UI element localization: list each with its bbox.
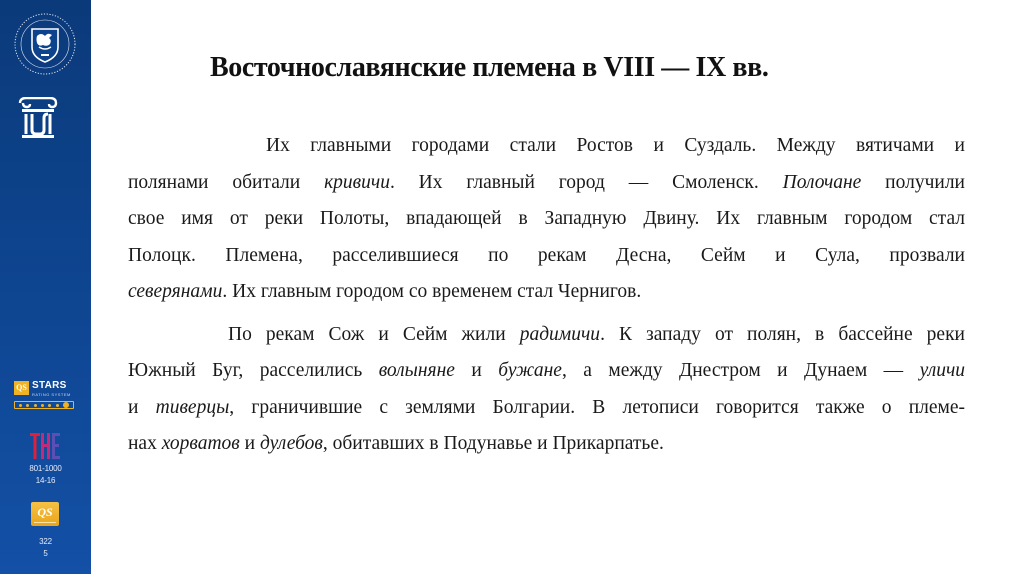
text-line — [128, 390, 965, 427]
qs-ranking-logo-icon — [31, 502, 59, 526]
text-run: . К западу от полян, в бассейне реки — [600, 323, 965, 345]
text-line — [128, 317, 965, 354]
text-run: , обитавших в Подунавье и Прикарпатье. — [322, 433, 664, 454]
the-rank-years: 14-16 — [35, 476, 56, 485]
star-rating-icon — [14, 401, 74, 409]
text-line — [128, 165, 965, 202]
text-run: нах — [128, 433, 162, 454]
tribe-name: бужане — [498, 360, 562, 381]
the-ranking-logo-icon — [30, 433, 60, 459]
text-run: Полоцк. Племена, расселившиеся по рекам Десна, Сейм и Сула, прозвали — [128, 244, 965, 266]
qs-logo-small: QS — [14, 381, 29, 395]
paragraph — [128, 128, 965, 311]
tribe-name: кривичи — [324, 171, 390, 193]
text-run: , граничившие с землями Болгарии. В летописи говорится также о племе- — [229, 396, 966, 418]
paragraph — [128, 317, 965, 463]
tribe-name: Полочане — [782, 171, 862, 193]
text-line — [128, 274, 965, 311]
text-line — [128, 201, 965, 238]
tribe-name: северянами — [128, 281, 223, 302]
slide-title: Восточнославянские племена в VIII — IX вв. — [210, 52, 769, 83]
text-run: и — [239, 433, 260, 454]
text-run: полянами обитали — [128, 171, 325, 193]
text-run: . Их главный город — Смоленск. — [389, 171, 783, 193]
tribe-name: хорватов — [161, 433, 240, 454]
text-run: По рекам Сож и Сейм жили — [228, 323, 520, 345]
text-run: и — [454, 360, 499, 381]
tribe-name: дулебов — [259, 433, 323, 454]
text-line — [128, 426, 965, 463]
stars-label: STARS — [32, 380, 67, 391]
text-line — [128, 353, 965, 390]
text-run: Их главными городами стали Ростов и Суздаль. Между вятичами и — [266, 135, 965, 156]
text-run: свое имя от реки Полоты, впадающей в Западную Двину. Их главным городом стал — [128, 208, 965, 229]
sidebar — [0, 0, 91, 574]
qs-logo-text: QS — [37, 505, 53, 519]
text-run: Южный Буг, расселились — [128, 360, 379, 381]
tribe-name: тиверцы — [155, 396, 230, 418]
slide-body — [128, 128, 965, 463]
text-run: и — [128, 396, 156, 418]
university-emblem-icon — [13, 12, 77, 76]
rating-system-label: RATING SYSTEM — [32, 392, 71, 397]
qs-rank-extra: 5 — [43, 549, 48, 558]
text-line — [128, 128, 965, 165]
text-line — [128, 238, 965, 275]
text-run: , а между Днестром и Дунаем — — [561, 360, 920, 381]
qs-stars-badge — [14, 380, 76, 414]
tribe-name: уличи — [919, 360, 965, 381]
text-run: получили — [861, 171, 965, 193]
text-run: . Их главным городом со временем стал Чернигов. — [222, 281, 642, 302]
tribe-name: радимичи — [519, 323, 601, 345]
column-logo-icon — [18, 97, 58, 139]
the-rank-value: 801-1000 — [29, 464, 62, 473]
tribe-name: волыняне — [378, 360, 455, 381]
qs-rank-value: 322 — [39, 537, 52, 546]
